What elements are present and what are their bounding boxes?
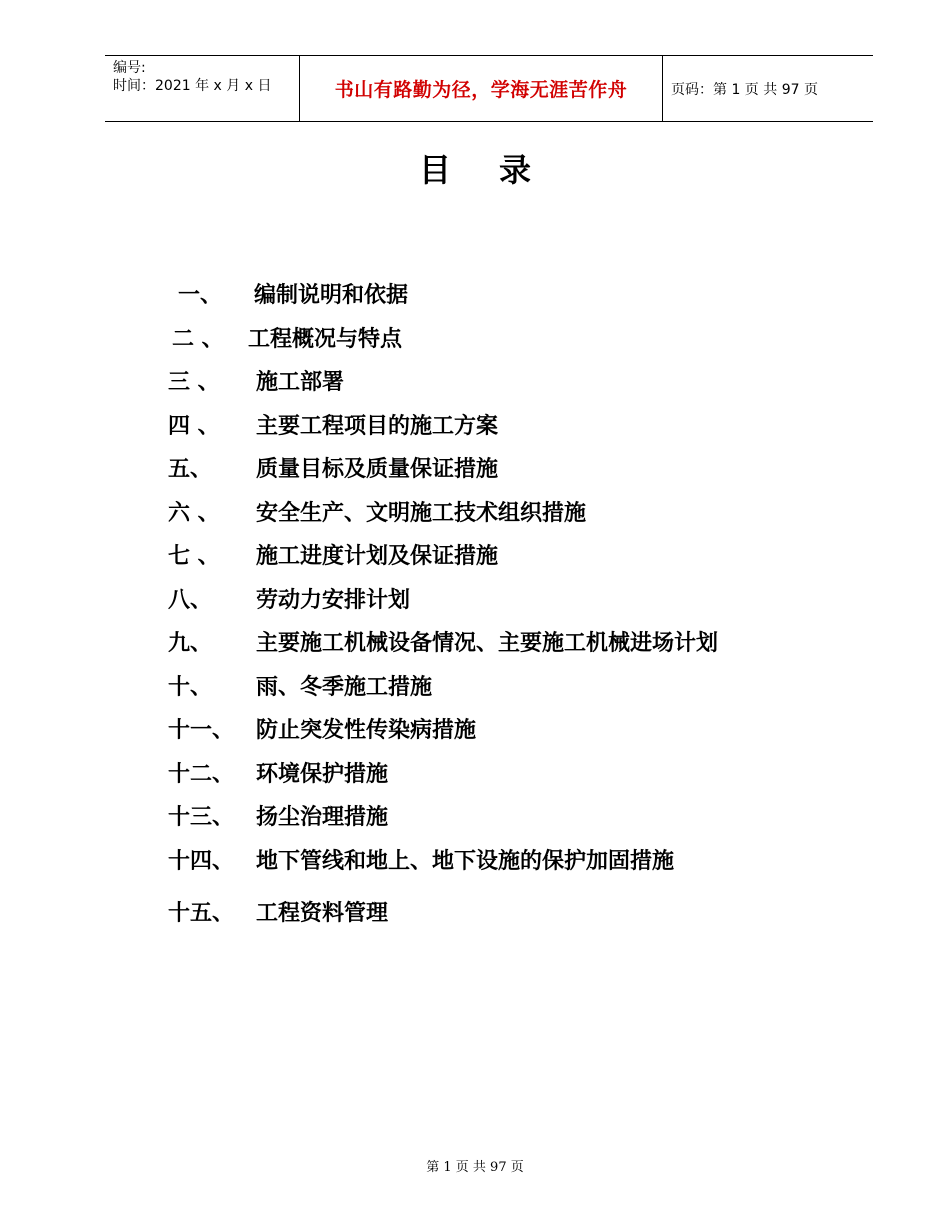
toc-number: 九、 bbox=[168, 631, 213, 656]
header-page-info: 页码：第 1 页 共 97 页 bbox=[671, 81, 818, 98]
toc-number: 十五、 bbox=[168, 901, 235, 926]
time-label: 时间：2021 年 x 月 x 日 bbox=[113, 78, 272, 94]
toc-text: 环境保护措施 bbox=[256, 762, 389, 787]
toc-text: 质量目标及质量保证措施 bbox=[256, 457, 499, 482]
toc-text: 主要工程项目的施工方案 bbox=[256, 414, 499, 439]
page-header bbox=[105, 55, 873, 122]
toc-text: 雨、冬季施工措施 bbox=[256, 675, 433, 700]
page-footer: 第 1 页 共 97 页 bbox=[426, 1160, 524, 1175]
toc-text: 地下管线和地上、地下设施的保护加固措施 bbox=[256, 849, 675, 874]
toc-text: 施工部署 bbox=[256, 370, 345, 395]
toc-text: 编制说明和依据 bbox=[254, 283, 409, 308]
header-meta bbox=[105, 56, 300, 121]
toc-number: 三 、 bbox=[168, 370, 220, 395]
toc-number: 五、 bbox=[168, 457, 213, 482]
toc-text: 安全生产、文明施工技术组织措施 bbox=[256, 501, 587, 526]
toc-number: 一、 bbox=[178, 283, 223, 308]
toc-text: 扬尘治理措施 bbox=[256, 805, 389, 830]
toc-number: 四 、 bbox=[168, 414, 220, 439]
toc-number: 十、 bbox=[168, 675, 213, 700]
toc-number: 六 、 bbox=[168, 501, 220, 526]
toc-number: 二 、 bbox=[172, 327, 224, 352]
toc-text: 劳动力安排计划 bbox=[256, 588, 411, 613]
toc-text: 施工进度计划及保证措施 bbox=[256, 544, 499, 569]
toc-text: 工程资料管理 bbox=[256, 901, 389, 926]
serial-label: 编号: bbox=[113, 60, 146, 76]
toc-number: 八、 bbox=[168, 588, 213, 613]
toc-text: 工程概况与特点 bbox=[248, 327, 403, 352]
header-motto: 书山有路勤为径，学海无涯苦作舟 bbox=[300, 56, 663, 121]
toc-number: 十四、 bbox=[168, 849, 235, 874]
toc-number: 十二、 bbox=[168, 762, 235, 787]
toc-text: 防止突发性传染病措施 bbox=[256, 718, 477, 743]
toc-number: 十三、 bbox=[168, 805, 235, 830]
toc-text: 主要施工机械设备情况、主要施工机械进场计划 bbox=[256, 631, 719, 656]
toc-number: 七 、 bbox=[168, 544, 220, 569]
page-title: 目录 bbox=[418, 151, 579, 189]
toc-number: 十一、 bbox=[168, 718, 235, 743]
